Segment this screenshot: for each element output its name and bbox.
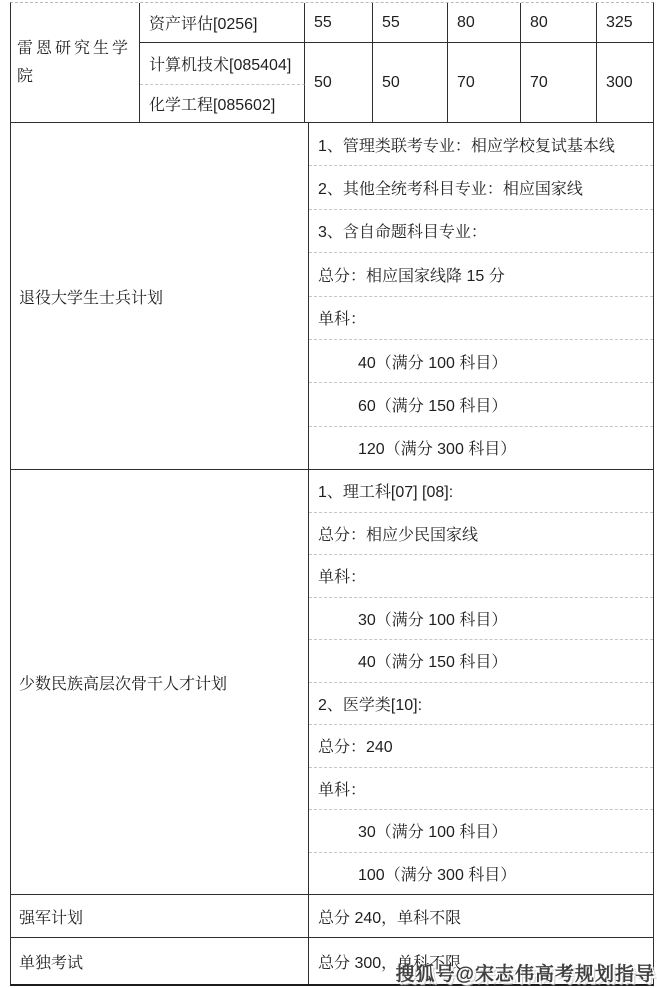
score-cell-merged: 50 [305,43,373,122]
rule-line: 1、管理类联考专业：相应学校复试基本线 [318,137,615,155]
score-cell-merged: 70 [521,43,597,122]
score-cell: 325 [597,3,653,43]
rule-line: 单科： [309,554,653,597]
score-cell-merged: 300 [606,73,633,91]
score-cell: 55 [373,3,448,43]
rule-line: 60（满分 150 科目） [309,382,653,425]
admission-score-table [10,2,654,986]
plan-rules [309,470,653,894]
rule-line: 120（满分 300 科目） [309,426,653,469]
score-cell: 55 [305,3,373,43]
rule-line: 总分 300，单科不限 [318,954,462,972]
section-military-plan [11,895,653,938]
rule-line: 2、其他全统考科目专业：相应国家线 [309,165,653,208]
rule-line: 总分 240，单科不限 [318,909,462,927]
section-retired-soldier-plan [11,123,653,470]
rule-line: 30（满分 100 科目） [309,597,653,640]
rule-line: 40（满分 100 科目） [309,339,653,382]
rule-line: 总分：240 [309,724,653,767]
section-minority-talent-plan [11,470,653,895]
rule-line: 1、理工科[07] [08]: [318,484,454,502]
score-cell-merged: 50 [373,43,448,122]
school-name-cell: 雷恩研究生学院 [11,3,140,122]
score-cell-merged: 70 [448,43,521,122]
rule-line: 30（满分 100 科目） [309,809,653,852]
sohu-watermark: 搜狐号@宋志伟高考规划指导 [395,964,655,985]
rule-line: 单科： [309,767,653,810]
rule-line: 2、医学类[10]: [309,682,653,725]
plan-label: 强军计划 [11,895,309,937]
school-section [11,3,653,123]
program-cell: 资产评估[0256] [140,3,305,43]
plan-label: 单独考试 [11,938,309,984]
rule-line: 40（满分 150 科目） [309,639,653,682]
plan-label: 少数民族高层次骨干人才计划 [11,470,309,894]
score-cell: 80 [448,3,521,43]
program-cell: 化学工程[085602] [140,85,305,122]
plan-rules [309,895,653,937]
score-cell: 80 [521,3,597,43]
rule-line: 100（满分 300 科目） [309,852,653,895]
rule-line: 总分：相应少民国家线 [309,512,653,555]
rule-line: 总分：相应国家线降 15 分 [309,252,653,295]
rule-line: 3、含自命题科目专业： [309,209,653,252]
plan-rules [309,123,653,469]
rule-line: 单科： [309,296,653,339]
plan-label: 退役大学生士兵计划 [11,123,309,469]
program-cell: 计算机技术[085404] [140,43,305,85]
